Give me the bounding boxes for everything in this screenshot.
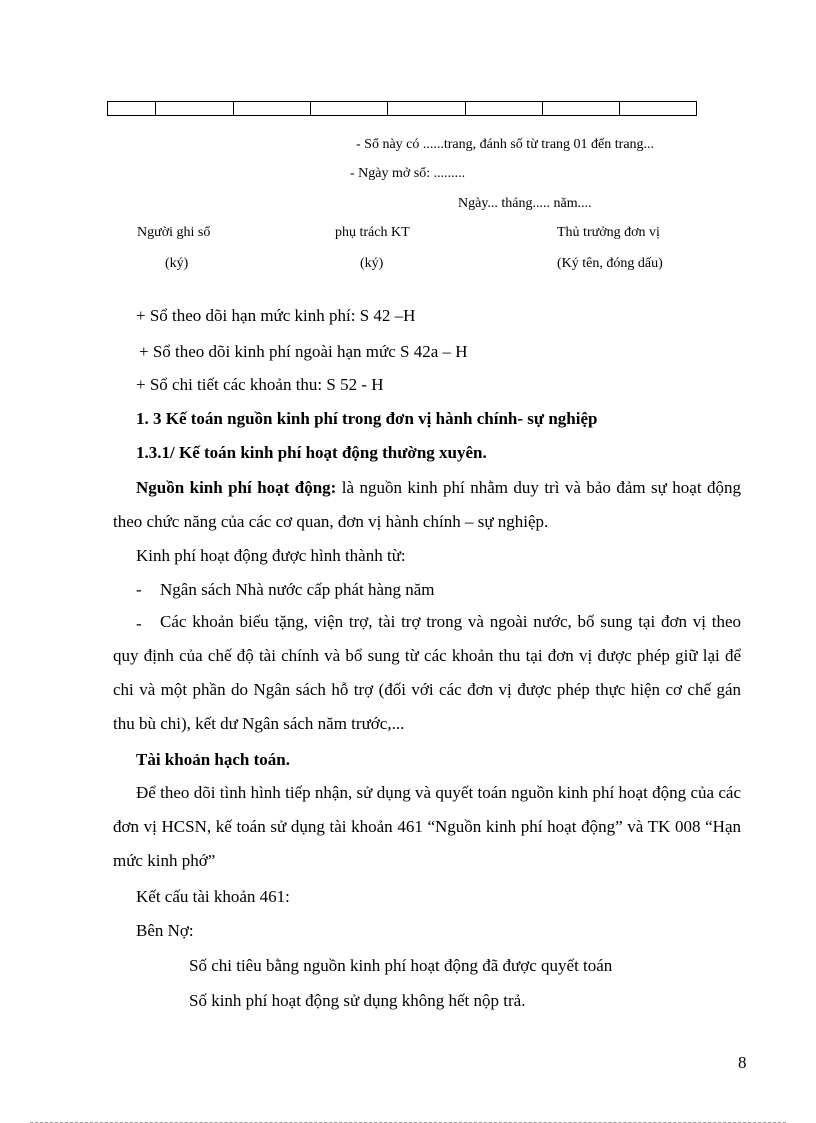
signature-note-recorder: (ký) bbox=[165, 256, 189, 271]
book-open-date-line: - Ngày mở sổ: ......... bbox=[350, 166, 466, 181]
date-line: Ngày... tháng..... năm.... bbox=[458, 196, 592, 211]
term-label: Nguồn kinh phí hoạt động: bbox=[136, 478, 337, 497]
debit-item-1: Số chi tiêu bằng nguồn kinh phí hoạt động đã được quyết toán bbox=[189, 956, 613, 975]
table-cell bbox=[388, 102, 466, 115]
debit-item-2: Số kinh phí hoạt động sử dụng không hết nộp trả. bbox=[189, 991, 526, 1010]
table-cell bbox=[620, 102, 696, 115]
table-cell bbox=[234, 102, 311, 115]
bullet-state-budget: Ngân sách Nhà nước cấp phát hàng năm bbox=[160, 580, 435, 599]
section-heading-1-3: 1. 3 Kế toán nguồn kinh phí trong đơn vị hành chính- sự nghiệp bbox=[136, 409, 598, 428]
section-heading-accounts: Tài khoản hạch toán. bbox=[136, 750, 290, 769]
paragraph-account-structure: Kết cấu tài khoản 461: bbox=[136, 887, 290, 906]
table-cell bbox=[108, 102, 156, 115]
bullet-dash: - bbox=[136, 580, 142, 599]
signature-note-accountant: (ký) bbox=[360, 256, 384, 271]
table-cell bbox=[311, 102, 388, 115]
signature-title-head: Thủ trưởng đơn vị bbox=[557, 225, 660, 240]
debit-side-label: Bên Nợ: bbox=[136, 921, 194, 940]
bullet-dash: - bbox=[136, 614, 142, 633]
term-definition: là nguồn kinh phí nhằm duy trì và bảo đảm sự hoạt động theo chức năng của các cơ quan, đơn vị hành chính – sự nghiệp. bbox=[113, 478, 741, 531]
list-item-s52: + Sổ chi tiết các khoản thu: S 52 - H bbox=[136, 375, 384, 394]
empty-table-row bbox=[107, 101, 697, 116]
paragraph-funding-source bbox=[113, 471, 741, 539]
table-cell bbox=[543, 102, 620, 115]
book-pages-line: - Sổ này có ......trang, đánh số từ trang 01 đến trang... bbox=[356, 137, 655, 152]
signature-title-accountant: phụ trách KT bbox=[335, 225, 410, 240]
signature-title-recorder: Người ghi sổ bbox=[137, 225, 211, 240]
paragraph-account-461: Để theo dõi tình hình tiếp nhận, sử dụng và quyết toán nguồn kinh phí hoạt động của các đơn vị HCSN, kế toán sử dụng tài khoản 461 “Nguồn kinh phí hoạt động” và TK 008 “Hạn mức kinh phớ” bbox=[113, 783, 741, 870]
table-cell bbox=[466, 102, 543, 115]
table-cell bbox=[156, 102, 234, 115]
page-number: 8 bbox=[738, 1053, 747, 1072]
bullet-donations: Các khoản biếu tặng, viện trợ, tài trợ trong và ngoài nước, bổ sung tại đơn vị theo quy định của chế độ tài chính và bổ sung từ các khoản thu tại đơn vị được phép giữ lại để chi và một phần do Ngân sách hỗ trợ (đối với các đơn vị được phép thực hiện cơ chế gán thu bù chi), kết dư Ngân sách năm trước,... bbox=[113, 612, 741, 733]
section-heading-1-3-1: 1.3.1/ Kế toán kinh phí hoạt động thường xuyên. bbox=[136, 443, 487, 462]
list-item-s42a: + Sổ theo dõi kinh phí ngoài hạn mức S 42a – H bbox=[139, 342, 468, 361]
signature-note-head: (Ký tên, đóng dấu) bbox=[557, 256, 663, 271]
paragraph-formation: Kinh phí hoạt động được hình thành từ: bbox=[136, 546, 406, 565]
list-item-s42: + Sổ theo dõi hạn mức kinh phí: S 42 –H bbox=[136, 306, 416, 325]
